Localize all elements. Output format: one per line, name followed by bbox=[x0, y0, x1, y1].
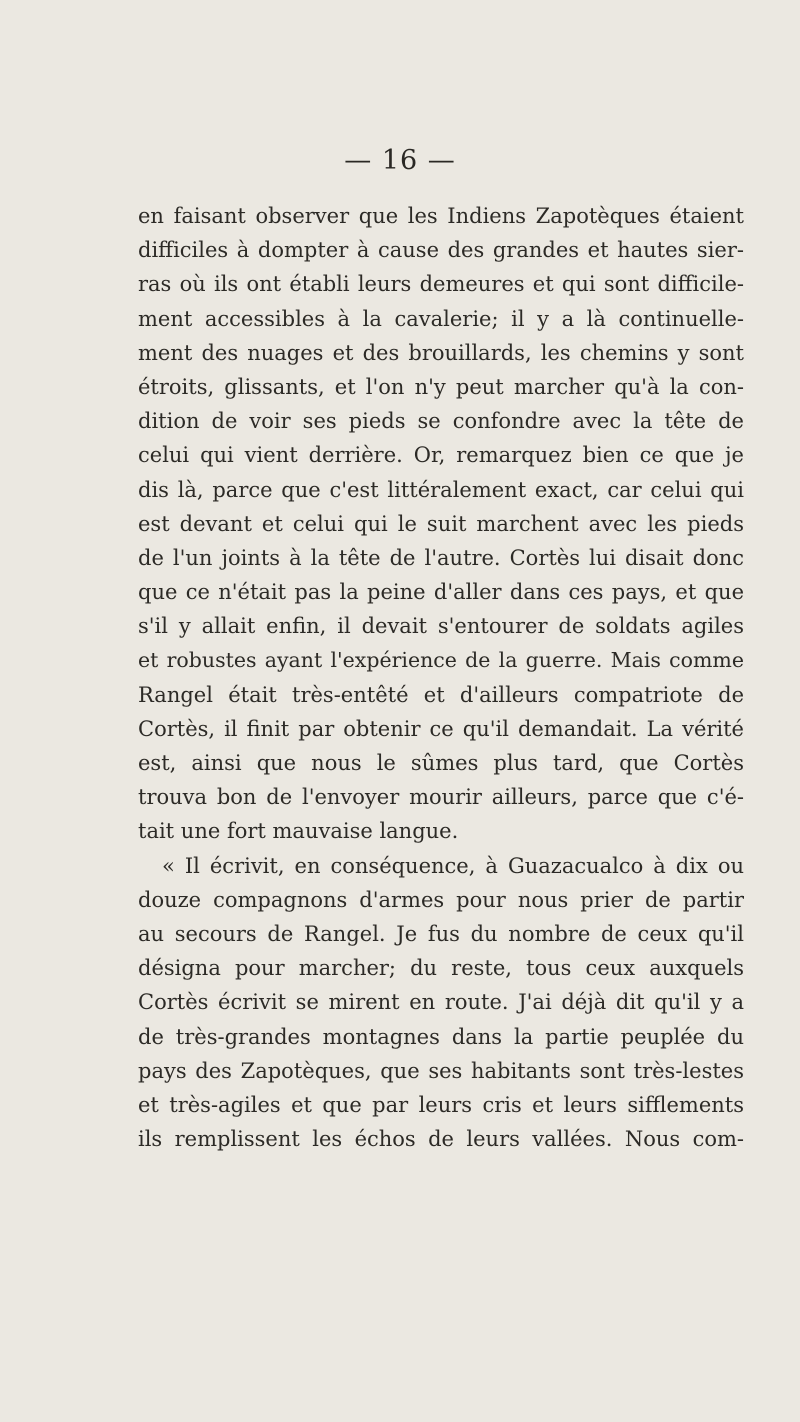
text-line: de très-grandes montagnes dans la partie peuplée du bbox=[138, 1024, 744, 1049]
text-line: s'il y allait enfin, il devait s'entourer de soldats agiles bbox=[138, 614, 744, 639]
text-line: douze compagnons d'armes pour nous prier de partir bbox=[138, 887, 744, 912]
text-line: ils remplissent les échos de leurs vallées. Nous com- bbox=[138, 1127, 744, 1152]
text-line: trouva bon de l'envoyer mourir ailleurs, parce que c'é- bbox=[138, 785, 744, 810]
text-line: est devant et celui qui le suit marchent avec les pieds bbox=[138, 511, 744, 536]
text-line: ment des nuages et des brouillards, les chemins y sont bbox=[138, 340, 744, 365]
text-line: difficiles à dompter à cause des grandes et hautes sier- bbox=[138, 238, 744, 263]
paragraph-end-line: tait une fort mauvaise langue. bbox=[138, 819, 459, 844]
text-line: au secours de Rangel. Je fus du nombre de ceux qu'il bbox=[138, 921, 744, 946]
text-line: celui qui vient derrière. Or, remarquez bien ce que je bbox=[138, 443, 744, 468]
page-number-header: — 16 — bbox=[344, 145, 456, 176]
text-line: que ce n'était pas la peine d'aller dans ces pays, et que bbox=[138, 580, 744, 605]
text-line: Rangel était très-entêté et d'ailleurs compatriote de bbox=[138, 682, 744, 707]
text-line: pays des Zapotèques, que ses habitants sont très-lestes bbox=[138, 1058, 744, 1083]
text-line: est, ainsi que nous le sûmes plus tard, que Cortès bbox=[138, 751, 744, 775]
body-text bbox=[138, 199, 744, 1156]
paragraph-start-line: « Il écrivit, en conséquence, à Guazacualco à dix ou bbox=[162, 853, 744, 878]
text-line: Cortès écrivit se mirent en route. J'ai déjà dit qu'il y a bbox=[138, 990, 744, 1015]
text-line: Cortès, il finit par obtenir ce qu'il demandait. La vérité bbox=[138, 716, 744, 741]
text-line: ment accessibles à la cavalerie; il y a là continuelle- bbox=[138, 306, 744, 331]
text-line: et très-agiles et que par leurs cris et leurs sifflements bbox=[138, 1092, 744, 1117]
text-line: et robustes ayant l'expérience de la guerre. Mais comme bbox=[138, 648, 744, 673]
text-line: dis là, parce que c'est littéralement exact, car celui qui bbox=[138, 477, 744, 502]
text-line: étroits, glissants, et l'on n'y peut marcher qu'à la con- bbox=[138, 374, 744, 399]
text-line: en faisant observer que les Indiens Zapotèques étaient bbox=[138, 204, 744, 228]
text-line: ras où ils ont établi leurs demeures et qui sont difficile- bbox=[138, 272, 744, 297]
text-line: désigna pour marcher; du reste, tous ceux auxquels bbox=[138, 956, 744, 981]
text-line: de l'un joints à la tête de l'autre. Cortès lui disait donc bbox=[138, 545, 744, 570]
text-line: dition de voir ses pieds se confondre avec la tête de bbox=[138, 409, 744, 434]
